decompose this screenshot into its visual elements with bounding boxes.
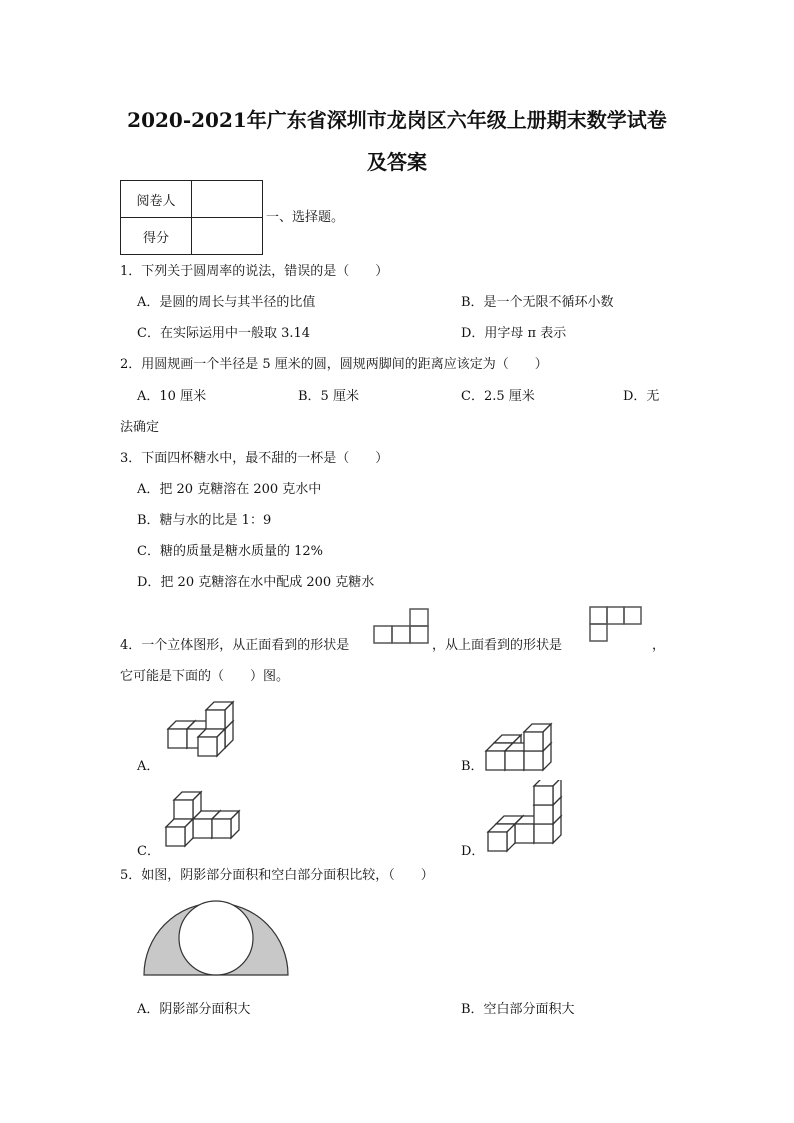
q4-stem-c: ， bbox=[652, 638, 666, 653]
top-view-figure bbox=[588, 605, 644, 645]
cube bbox=[212, 811, 239, 838]
q1-option-c: C．在实际运用中一般取 3.14 bbox=[137, 326, 311, 341]
q4-stem-a: 4．一个立体图形，从正面看到的形状是 bbox=[120, 638, 350, 653]
q2-option-c: C．2.5 厘米 bbox=[461, 389, 535, 404]
cube bbox=[166, 819, 193, 846]
section-heading: 一、选择题。 bbox=[266, 210, 345, 225]
score-cell bbox=[192, 218, 263, 255]
q4-stem-b: ，从上面看到的形状是 bbox=[432, 638, 563, 653]
semicircle-figure bbox=[142, 899, 290, 977]
q4-option-a: A． bbox=[137, 759, 160, 774]
q5-option-b: B．空白部分面积大 bbox=[461, 1002, 575, 1017]
reviewer-label: 阅卷人 bbox=[121, 181, 192, 218]
cube bbox=[488, 824, 515, 851]
cube bbox=[198, 729, 225, 756]
cube-figure-a bbox=[158, 695, 248, 775]
q4-option-d: D． bbox=[461, 844, 485, 859]
q4-option-b: B． bbox=[461, 759, 484, 774]
title-line-1: 2020-2021年广东省深圳市龙岗区六年级上册期末数学试卷 bbox=[127, 108, 667, 132]
cube-figure-b bbox=[484, 705, 574, 775]
q5-stem: 5．如图，阴影部分面积和空白部分面积比较，（ ） bbox=[120, 868, 434, 883]
q5-option-a: A．阴影部分面积大 bbox=[137, 1002, 251, 1017]
cube bbox=[174, 792, 201, 819]
reviewer-cell bbox=[192, 181, 263, 218]
cube-figure-d bbox=[486, 780, 581, 855]
q2-option-d-cont: 法确定 bbox=[120, 420, 160, 435]
q2-stem: 2．用圆规画一个半径是 5 厘米的圆，圆规两脚间的距离应该定为（ ） bbox=[120, 357, 548, 372]
cube bbox=[534, 780, 561, 805]
title-line-2: 及答案 bbox=[367, 150, 427, 174]
q2-option-b: B．5 厘米 bbox=[298, 389, 359, 404]
q3-option-b: B．糖与水的比是 1：9 bbox=[137, 513, 272, 528]
score-table bbox=[120, 180, 263, 255]
q2-option-a: A．10 厘米 bbox=[137, 389, 207, 404]
q3-stem: 3．下面四杯糖水中，最不甜的一杯是（ ） bbox=[120, 451, 389, 466]
q1-option-a: A．是圆的周长与其半径的比值 bbox=[137, 295, 316, 310]
score-label: 得分 bbox=[121, 218, 192, 255]
q1-stem: 1．下列关于圆周率的说法，错误的是（ ） bbox=[120, 264, 389, 279]
q3-option-c: C．糖的质量是糖水质量的 12% bbox=[137, 544, 323, 559]
cube bbox=[524, 724, 551, 751]
cube bbox=[206, 702, 233, 729]
q1-option-b: B．是一个无限不循环小数 bbox=[461, 295, 614, 310]
cube-figure-c bbox=[164, 775, 254, 855]
q3-option-d: D．把 20 克糖溶在水中配成 200 克糖水 bbox=[137, 575, 375, 590]
q4-option-c: C． bbox=[137, 844, 160, 859]
q3-option-a: A．把 20 克糖溶在 200 克水中 bbox=[137, 482, 322, 497]
front-view-figure bbox=[372, 606, 430, 646]
q2-option-d: D．无 bbox=[623, 389, 660, 404]
q1-option-d: D．用字母 π 表示 bbox=[461, 326, 567, 341]
q4-stem-2: 它可能是下面的（ ）图。 bbox=[120, 669, 290, 684]
